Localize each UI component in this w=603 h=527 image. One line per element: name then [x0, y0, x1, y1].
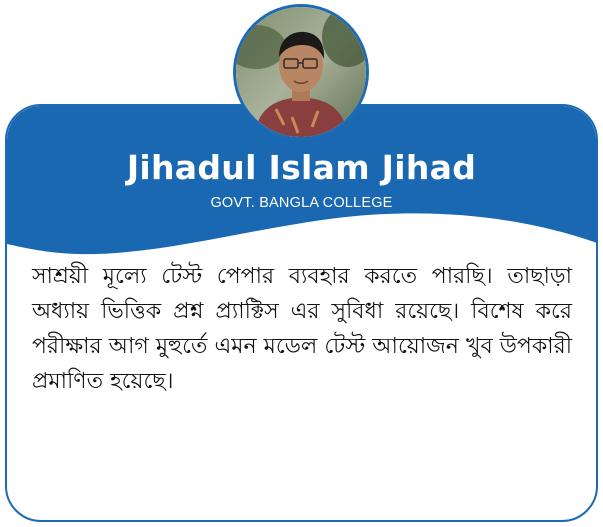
person-photo-icon: [236, 7, 366, 137]
avatar: [233, 4, 369, 140]
testimonial-card: [5, 104, 598, 522]
person-name: Jihadul Islam Jihad: [126, 148, 477, 187]
college-name: GOVT. BANGLA COLLEGE: [210, 195, 393, 211]
testimonial-text: সাশ্রয়ী মূল্যে টেস্ট পেপার ব্যবহার করতে পারছি। তাছাড়া অধ্যায় ভিত্তিক প্রশ্ন প্র্যাক্টিস এর সুবিধা রয়েছে। বিশেষ করে পরীক্ষার আগ মুহুর্তে এমন মডেল টেস্ট আয়োজন খুব উপকারী প্রমাণিত হয়েছে।: [32, 264, 572, 394]
